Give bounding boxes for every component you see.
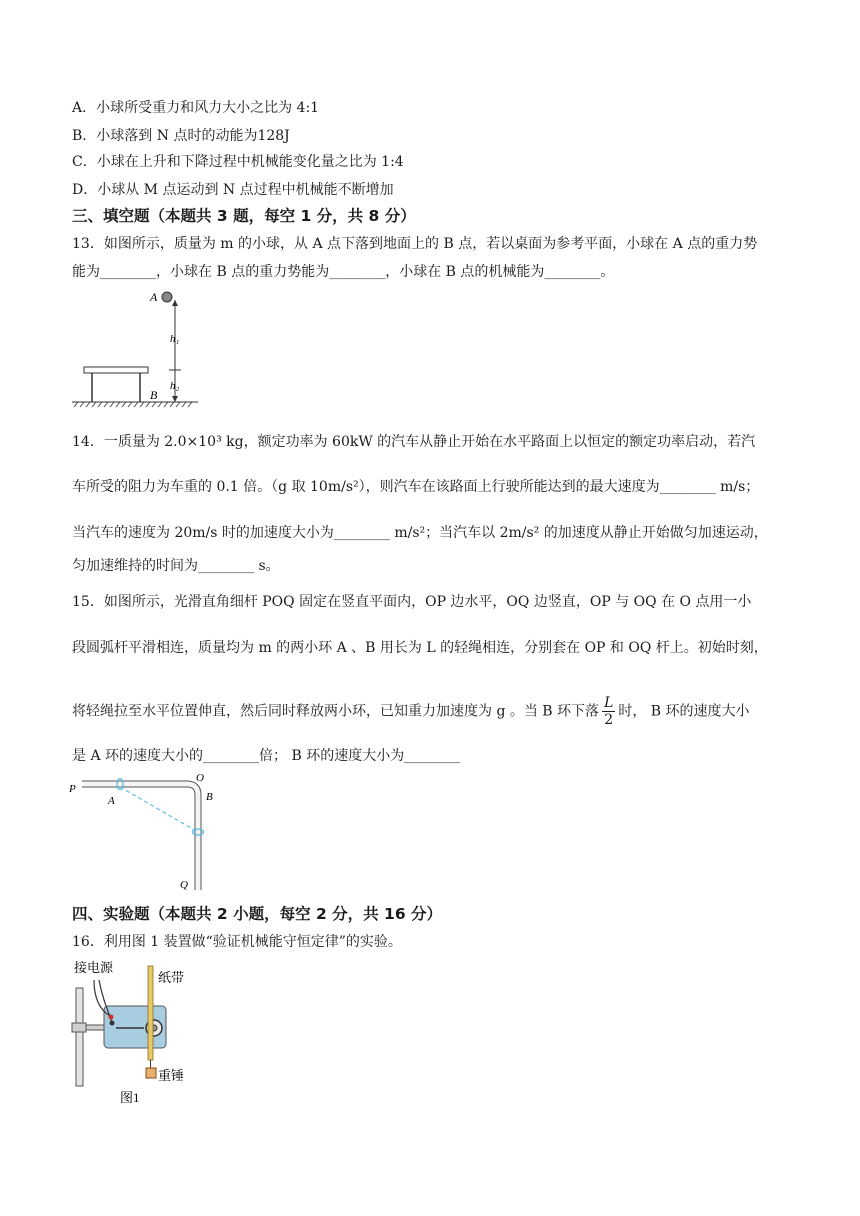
q15-label-a: A	[108, 795, 115, 807]
q13-label-a: A	[150, 290, 158, 304]
q15-figure	[66, 770, 226, 895]
ball-icon	[162, 292, 172, 302]
q13-label-h2: h₂	[170, 380, 180, 392]
q14-text-line3: 当汽车的速度为 20m/s 时的加速度大小为________ m/s²；当汽车以 2m/s² 的加速度从静止开始做匀加速运动，	[72, 525, 768, 541]
fraction-numerator: L	[604, 695, 614, 711]
q15-label-p: P	[69, 783, 76, 795]
q15-line3-before: 将轻绳拉至水平位置伸直，然后同时释放两小环，已知重力加速度为 g 。当 B 环下落	[72, 703, 600, 720]
heavy-weight-icon	[146, 1068, 156, 1078]
section-heading-experiments: 四、实验题（本题共 2 小题，每空 2 分，共 16 分）	[72, 905, 443, 923]
terminal-black-icon	[110, 1021, 115, 1026]
fraction-l-over-2	[602, 695, 615, 728]
q15-text-line4: 是 A 环的速度大小的________倍； B 环的速度大小为________	[72, 748, 461, 764]
fraction-denominator: 2	[604, 712, 614, 728]
paper-tape	[148, 966, 153, 1060]
terminal-red-icon	[109, 1015, 114, 1020]
q15-label-b: B	[206, 791, 213, 803]
label-paper-tape: 纸带	[158, 970, 185, 985]
stand-clamp	[72, 1023, 86, 1032]
option-a: A．小球所受重力和风力大小之比为 4:1	[72, 100, 320, 116]
section-heading-fill-in: 三、填空题（本题共 3 题，每空 1 分，共 8 分）	[72, 207, 416, 225]
q13-figure	[70, 285, 210, 410]
q16-text-line1: 16．利用图 1 装置做“验证机械能守恒定律”的实验。	[72, 934, 402, 950]
q13-label-h1: h₁	[170, 333, 180, 345]
clamp-arm	[86, 1025, 104, 1030]
label-power-source: 接电源	[74, 960, 114, 975]
q15-label-o: O	[196, 772, 204, 784]
q13-text-line2: 能为________，小球在 B 点的重力势能为________，小球在 B 点的机械能为________。	[72, 264, 615, 280]
figure-caption: 图1	[120, 1090, 140, 1105]
q14-text-line4: 匀加速维持的时间为________ s。	[72, 558, 280, 574]
q15-text-line3	[72, 695, 750, 728]
rod-fill	[82, 784, 198, 890]
option-b: B．小球落到 N 点时的动能为128J	[72, 128, 290, 144]
q15-text-line1: 15．如图所示，光滑直角细杆 POQ 固定在竖直平面内，OP 边水平，OQ 边竖直，OP 与 OQ 在 O 点用一小	[72, 594, 752, 610]
q16-figure-1	[66, 958, 206, 1108]
rod-outline	[82, 784, 198, 890]
arrow-down-icon	[172, 396, 178, 402]
light-rope	[120, 787, 198, 832]
q15-label-q: Q	[180, 879, 188, 891]
stand-rod	[76, 988, 83, 1086]
q15-line3-after: 时， B 环的速度大小	[618, 703, 750, 720]
table-top	[84, 367, 148, 373]
q14-text-line1: 14．一质量为 2.0×10³ kg，额定功率为 60kW 的汽车从静止开始在水平路面上以恒定的额定功率启动，若汽	[72, 434, 756, 450]
label-heavy-weight: 重锤	[158, 1068, 185, 1083]
ground-hatching	[74, 402, 192, 407]
q13-text-line1: 13．如图所示，质量为 m 的小球，从 A 点下落到地面上的 B 点，若以桌面为参考平面，小球在 A 点的重力势	[72, 236, 758, 252]
q13-label-b: B	[150, 388, 158, 402]
option-c: C．小球在上升和下降过程中机械能变化量之比为 1:4	[72, 154, 404, 170]
q15-text-line2: 段圆弧杆平滑相连，质量均为 m 的两小环 A 、B 用长为 L 的轻绳相连，分别套在 OP 和 OQ 杆上。初始时刻，	[72, 640, 768, 656]
arrow-up-icon	[172, 300, 178, 306]
option-d: D．小球从 M 点运动到 N 点过程中机械能不断增加	[72, 182, 394, 198]
q14-text-line2: 车所受的阻力为车重的 0.1 倍。（g 取 10m/s²），则汽车在该路面上行驶所能达到的最大速度为________ m/s；	[72, 479, 760, 495]
